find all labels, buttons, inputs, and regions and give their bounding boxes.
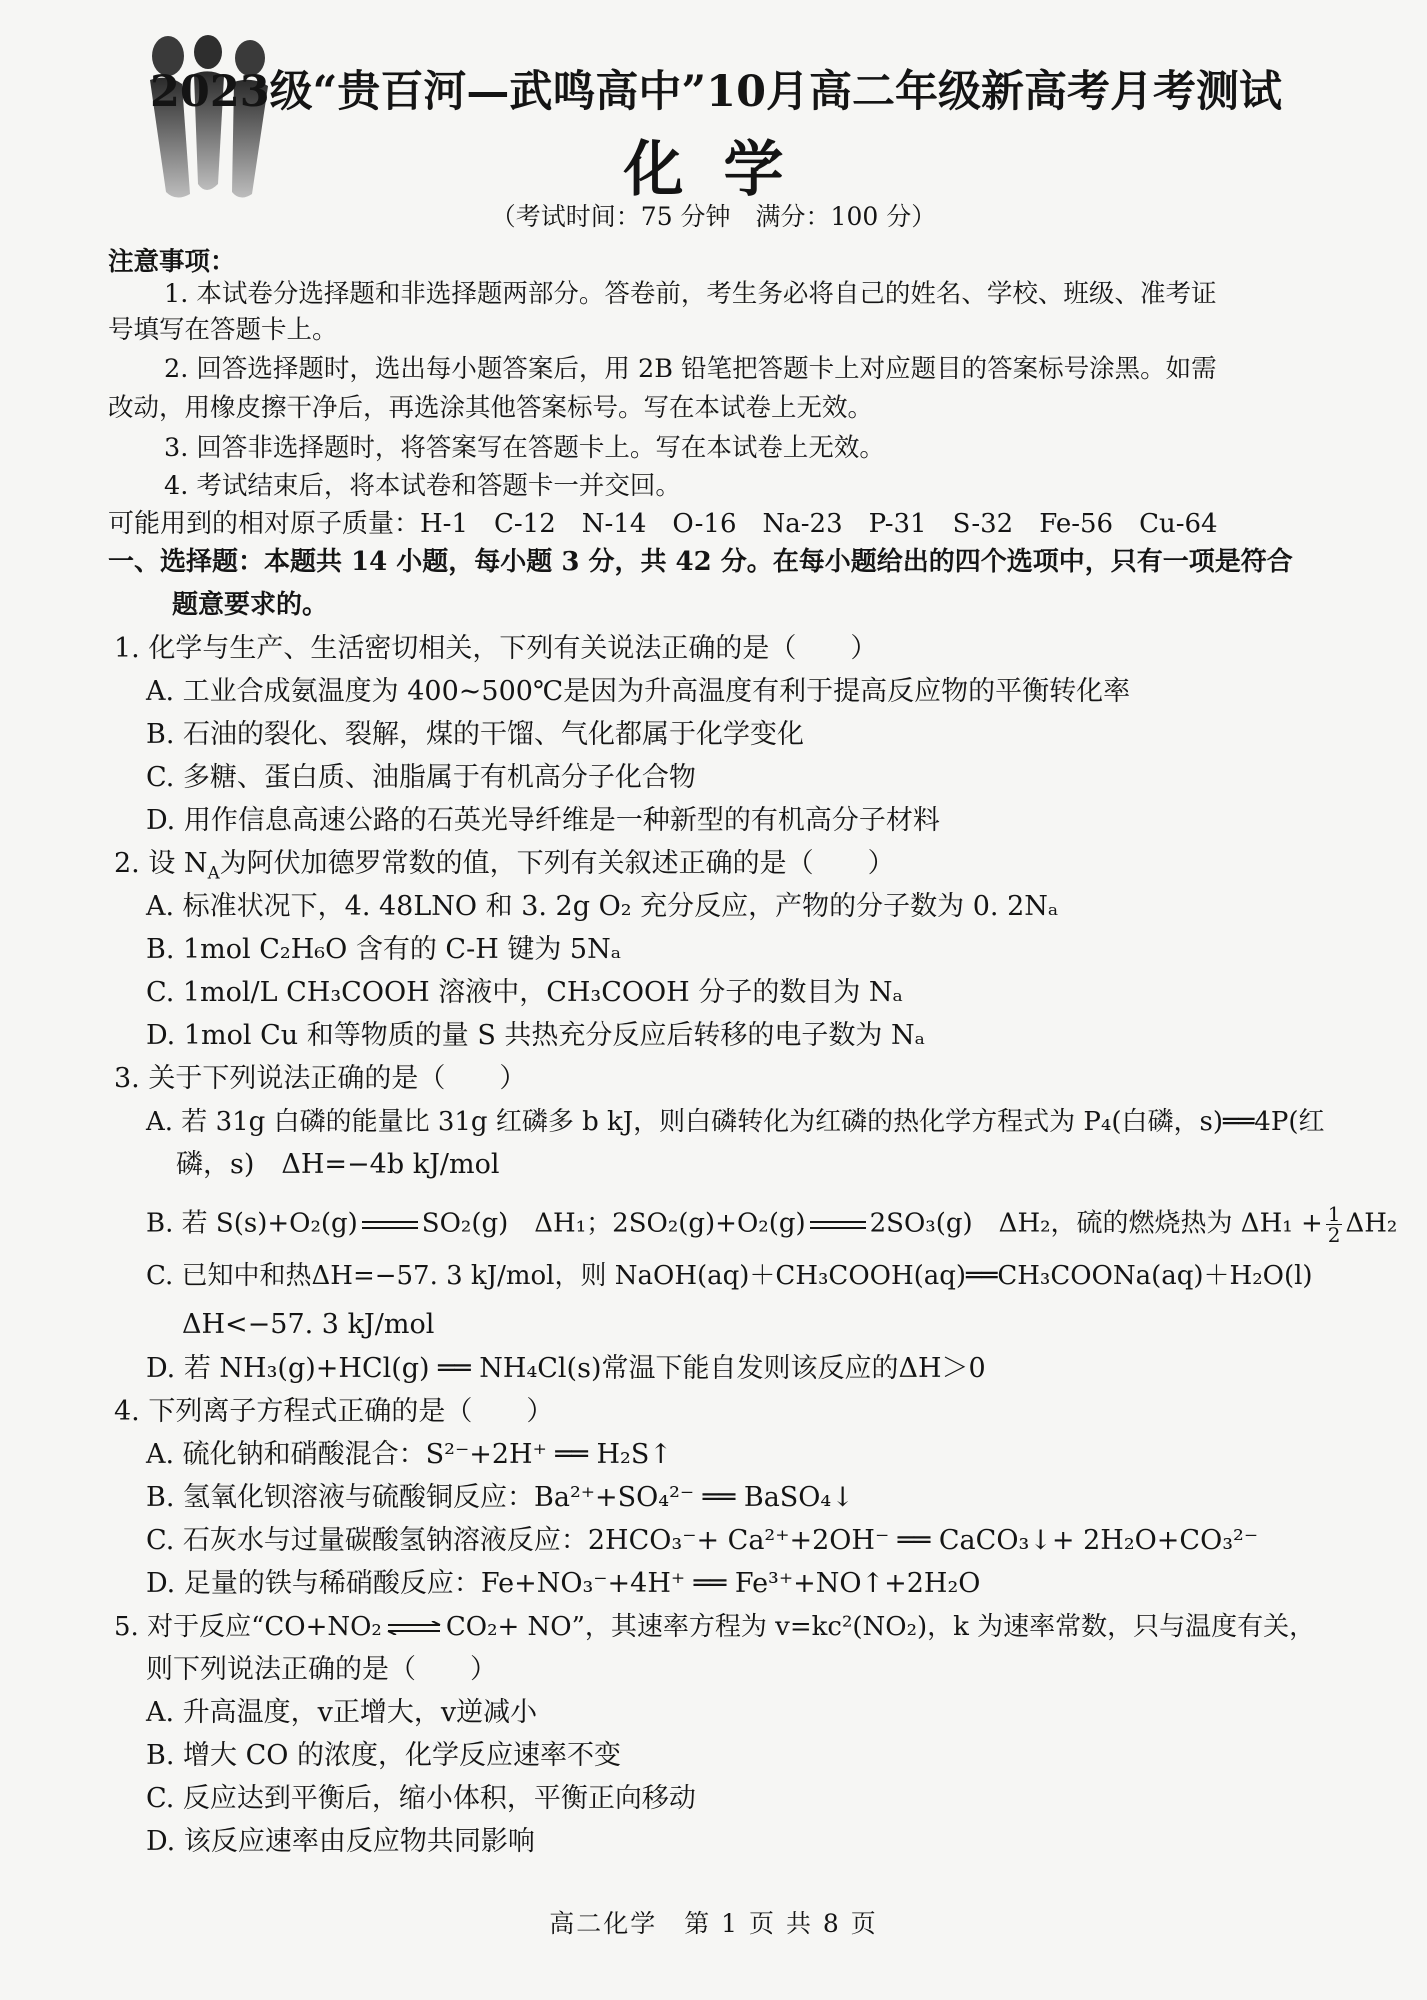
q3-b-part: B. 若 S(s)+O₂(g) bbox=[146, 1208, 358, 1239]
q2-option-b: B. 1mol C₂H₆O 含有的 C-H 键为 5Nₐ bbox=[146, 934, 622, 965]
q4-option-a: A. 硫化钠和硝酸混合：S²⁻+2H⁺ ══ H₂S↑ bbox=[146, 1439, 672, 1470]
fraction-one-half bbox=[1326, 1204, 1343, 1245]
equals-sign bbox=[810, 1219, 866, 1231]
reversible-arrow-icon bbox=[386, 1621, 442, 1635]
q5-option-c: C. 反应达到平衡后，缩小体积，平衡正向移动 bbox=[146, 1783, 696, 1814]
q2-option-d: D. 1mol Cu 和等物质的量 S 共热充分反应后转移的电子数为 Nₐ bbox=[146, 1020, 926, 1051]
q5-stem-part: 5. 对于反应“CO+NO₂ bbox=[114, 1612, 382, 1642]
q2-stem bbox=[114, 847, 895, 881]
q3-b-part: ΔH₂ bbox=[1345, 1208, 1398, 1239]
equals-sign bbox=[362, 1219, 418, 1231]
q4-stem: 4. 下列离子方程式正确的是（ ） bbox=[114, 1396, 554, 1427]
notice-heading: 注意事项： bbox=[108, 247, 236, 277]
q1-option-c: C. 多糖、蛋白质、油脂属于有机高分子化合物 bbox=[146, 762, 696, 793]
q3-option-c-cont: ΔH<−57. 3 kJ/mol bbox=[182, 1309, 435, 1340]
q3-option-a-cont: 磷，s) ΔH=−4b kJ/mol bbox=[176, 1149, 500, 1180]
q3-b-part: SO₂(g) ΔH₁；2SO₂(g)+O₂(g) bbox=[421, 1208, 806, 1239]
section-heading: 一、选择题：本题共 14 小题，每小题 3 分，共 42 分。在每小题给出的四个选项中，只有一项是符合 bbox=[108, 547, 1293, 577]
q3-option-b bbox=[146, 1204, 1397, 1245]
q1-option-b: B. 石油的裂化、裂解，煤的干馏、气化都属于化学变化 bbox=[146, 719, 805, 750]
q2-option-c: C. 1mol/L CH₃COOH 溶液中，CH₃COOH 分子的数目为 Nₐ bbox=[146, 977, 903, 1008]
q4-option-d: D. 足量的铁与稀硝酸反应：Fe+NO₃⁻+4H⁺ ══ Fe³⁺+NO↑+2H₂O bbox=[146, 1568, 981, 1599]
q3-option-d: D. 若 NH₃(g)+HCl(g) ══ NH₄Cl(s)常温下能自发则该反应的ΔH＞0 bbox=[146, 1353, 986, 1384]
fraction-numerator: 1 bbox=[1327, 1202, 1341, 1226]
q3-b-part: 2SO₃(g) ΔH₂，硫的燃烧热为 ΔH₁ + bbox=[869, 1208, 1323, 1239]
q1-option-d: D. 用作信息高速公路的石英光导纤维是一种新型的有机高分子材料 bbox=[146, 805, 940, 836]
q3-option-c: C. 已知中和热ΔH=−57. 3 kJ/mol，则 NaOH(aq)＋CH₃COOH(aq)══CH₃COONa(aq)＋H₂O(l) bbox=[146, 1261, 1313, 1291]
q4-option-c: C. 石灰水与过量碳酸氢钠溶液反应：2HCO₃⁻+ Ca²⁺+2OH⁻ ══ CaCO₃↓+ 2H₂O+CO₃²⁻ bbox=[146, 1525, 1259, 1556]
q2-stem-part: 2. 设 N bbox=[114, 848, 208, 879]
q5-option-d: D. 该反应速率由反应物共同影响 bbox=[146, 1826, 535, 1857]
exam-title: 2023级“贵百河—武鸣高中”10月高二年级新高考月考测试 bbox=[150, 67, 1282, 117]
notice-item-2-cont: 改动，用橡皮擦干净后，再选涂其他答案标号。写在本试卷上无效。 bbox=[108, 393, 874, 423]
q3-stem: 3. 关于下列说法正确的是（ ） bbox=[114, 1063, 527, 1094]
q5-stem-cont: 则下列说法正确的是（ ） bbox=[146, 1654, 497, 1685]
q5-stem-part: CO₂+ NO”，其速率方程为 v=kc²(NO₂)，k 为速率常数，只与温度有关， bbox=[445, 1612, 1316, 1642]
notice-item-4: 4. 考试结束后，将本试卷和答题卡一并交回。 bbox=[164, 471, 681, 501]
q2-stem-subscript: A bbox=[207, 862, 220, 883]
notice-item-3: 3. 回答非选择题时，将答案写在答题卡上。写在本试卷上无效。 bbox=[164, 433, 885, 463]
q1-option-a: A. 工业合成氨温度为 400~500℃是因为升高温度有利于提高反应物的平衡转化率 bbox=[146, 676, 1131, 707]
notice-item-2: 2. 回答选择题时，选出每小题答案后，用 2B 铅笔把答题卡上对应题目的答案标号涂黑。如需 bbox=[164, 354, 1217, 384]
subject-title: 化学 bbox=[623, 135, 824, 205]
q5-option-b: B. 增大 CO 的浓度，化学反应速率不变 bbox=[146, 1740, 621, 1771]
q1-stem: 1. 化学与生产、生活密切相关，下列有关说法正确的是（ ） bbox=[114, 633, 878, 664]
exam-time-score: （考试时间：75 分钟 满分：100 分） bbox=[490, 202, 937, 231]
q4-option-b: B. 氢氧化钡溶液与硫酸铜反应：Ba²⁺+SO₄²⁻ ══ BaSO₄↓ bbox=[146, 1482, 854, 1513]
q5-option-a: A. 升高温度，v正增大，v逆减小 bbox=[146, 1697, 538, 1728]
section-heading-cont: 题意要求的。 bbox=[172, 590, 329, 620]
q3-option-a: A. 若 31g 白磷的能量比 31g 红磷多 b kJ，则白磷转化为红磷的热化学方程式为 P₄(白磷，s)══4P(红 bbox=[146, 1107, 1325, 1137]
q2-stem-part: 为阿伏加德罗常数的值，下列有关叙述正确的是（ ） bbox=[219, 848, 895, 879]
q2-option-a: A. 标准状况下，4. 48LNO 和 3. 2g O₂ 充分反应，产物的分子数为 0. 2Nₐ bbox=[146, 891, 1059, 922]
notice-item-1-cont: 号填写在答题卡上。 bbox=[108, 315, 338, 345]
fraction-denominator: 2 bbox=[1327, 1223, 1341, 1247]
page-footer: 高二化学 第 1 页 共 8 页 bbox=[549, 1909, 878, 1938]
q5-stem bbox=[114, 1610, 1315, 1644]
atomic-masses: 可能用到的相对原子质量：H-1 C-12 N-14 O-16 Na-23 P-31 S-32 Fe-56 Cu-64 bbox=[108, 509, 1218, 539]
notice-item-1: 1. 本试卷分选择题和非选择题两部分。答卷前，考生务必将自己的姓名、学校、班级、准考证 bbox=[164, 279, 1217, 309]
